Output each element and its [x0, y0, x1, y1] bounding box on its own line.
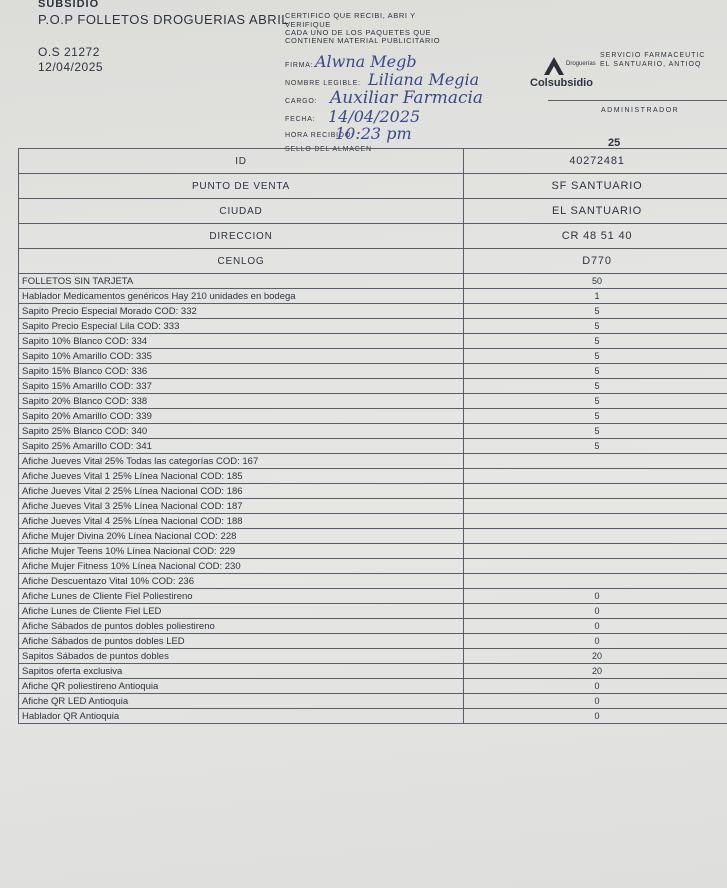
table-row [19, 604, 727, 619]
table-row [19, 454, 727, 469]
item-label: Hablador Medicamentos genéricos Hay 210 unidades en bodega [19, 289, 464, 304]
item-quantity: 1 [464, 289, 727, 304]
item-label: Afiche Mujer Divina 20% Línea Nacional COD: 228 [19, 529, 464, 544]
table-header-row [19, 224, 727, 249]
item-quantity: 5 [464, 394, 727, 409]
item-quantity [464, 514, 727, 529]
item-quantity: 5 [464, 439, 727, 454]
item-label: Sapitos Sábados de puntos dobles [19, 649, 464, 664]
item-quantity [464, 469, 727, 484]
item-quantity: 5 [464, 424, 727, 439]
item-quantity [464, 499, 727, 514]
item-quantity [464, 559, 727, 574]
signature-value: Alwna Megb [315, 52, 417, 71]
item-quantity: 0 [464, 604, 727, 619]
item-label: Afiche Mujer Teens 10% Línea Nacional COD: 229 [19, 544, 464, 559]
table-row [19, 319, 727, 334]
item-quantity: 0 [464, 709, 727, 724]
item-label: Sapito 25% Amarillo COD: 341 [19, 439, 464, 454]
item-quantity [464, 574, 727, 589]
table-row [19, 469, 727, 484]
position-label: CARGO: [285, 98, 318, 105]
item-label: Afiche Jueves Vital 3 25% Línea Nacional COD: 187 [19, 499, 464, 514]
logo-brand-text: Colsubsidio [530, 77, 593, 89]
table-row [19, 649, 727, 664]
table-row [19, 634, 727, 649]
item-quantity: 5 [464, 334, 727, 349]
table-row [19, 349, 727, 364]
item-quantity: 0 [464, 679, 727, 694]
stamp-service-line-1: SERVICIO FARMACEUTIC [600, 52, 706, 59]
item-label: Sapito Precio Especial Morado COD: 332 [19, 304, 464, 319]
colsubsidio-logo-icon [542, 55, 566, 77]
name-label: NOMBRE LEGIBLE: [285, 80, 361, 87]
table-row [19, 364, 727, 379]
table-row [19, 619, 727, 634]
table-row [19, 379, 727, 394]
certification-line-3: CADA UNO DE LOS PAQUETES QUE [285, 28, 432, 37]
item-label: Sapito 15% Amarillo COD: 337 [19, 379, 464, 394]
table-header-value: EL SANTUARIO [464, 199, 727, 224]
logo-sub-text: Droguerías [566, 61, 596, 67]
document-date: 12/04/2025 [38, 60, 104, 74]
table-row [19, 679, 727, 694]
item-label: Sapito 20% Blanco COD: 338 [19, 394, 464, 409]
item-quantity: 0 [464, 634, 727, 649]
name-value: Liliana Megia [368, 70, 480, 89]
table-row [19, 499, 727, 514]
table-row [19, 289, 727, 304]
table-header-row [19, 249, 727, 274]
colsubsidio-logo [530, 53, 610, 93]
position-value: Auxiliar Farmacia [330, 88, 484, 108]
table-row [19, 394, 727, 409]
item-quantity: 20 [464, 664, 727, 679]
time-value: 10:23 pm [335, 124, 412, 143]
table-row [19, 514, 727, 529]
table-header-row [19, 174, 727, 199]
table-row [19, 424, 727, 439]
item-label: Afiche Descuentazo Vital 10% COD: 236 [19, 574, 464, 589]
stamp-number: 25 [608, 137, 621, 149]
item-label: Afiche Lunes de Cliente Fiel LED [19, 604, 464, 619]
table-row [19, 529, 727, 544]
item-label: Sapito 20% Amarillo COD: 339 [19, 409, 464, 424]
item-quantity: 5 [464, 364, 727, 379]
item-label: FOLLETOS SIN TARJETA [19, 274, 464, 289]
item-quantity [464, 529, 727, 544]
table-row [19, 709, 727, 724]
date-value: 14/04/2025 [328, 107, 421, 126]
signature-label: FIRMA: [285, 62, 314, 69]
item-quantity: 0 [464, 694, 727, 709]
item-quantity [464, 484, 727, 499]
item-label: Sapito 15% Blanco COD: 336 [19, 364, 464, 379]
table-header-label: CENLOG [19, 249, 464, 274]
table-row [19, 334, 727, 349]
table-header-label: PUNTO DE VENTA [19, 174, 464, 199]
item-label: Sapito 25% Blanco COD: 340 [19, 424, 464, 439]
table-header-value: D770 [464, 249, 727, 274]
table-header-row [19, 199, 727, 224]
item-label: Afiche QR LED Antioquia [19, 694, 464, 709]
warehouse-seal-label: SELLO DEL ALMACEN [285, 146, 372, 153]
item-label: Afiche Jueves Vital 1 25% Línea Nacional COD: 185 [19, 469, 464, 484]
stamp-admin-label: ADMINISTRADOR [601, 107, 680, 114]
item-label: Afiche Mujer Fitness 10% Línea Nacional COD: 230 [19, 559, 464, 574]
table-header-value: 40272481 [464, 149, 727, 174]
item-quantity: 20 [464, 649, 727, 664]
table-header-label: DIRECCION [19, 224, 464, 249]
item-label: Afiche Lunes de Cliente Fiel Poliestireno [19, 589, 464, 604]
item-quantity: 0 [464, 589, 727, 604]
table-row [19, 589, 727, 604]
table-header-row [19, 149, 727, 174]
item-quantity [464, 544, 727, 559]
document-title: P.O.P FOLLETOS DROGUERIAS ABRIL [38, 12, 290, 27]
item-quantity: 5 [464, 409, 727, 424]
item-quantity: 50 [464, 274, 727, 289]
item-label: Hablador QR Antioquia [19, 709, 464, 724]
item-label: Afiche Sábados de puntos dobles LED [19, 634, 464, 649]
table-row [19, 304, 727, 319]
delivery-table [18, 148, 727, 724]
certification-line-4: CONTIENEN MATERIAL PUBLICITARIO [285, 36, 441, 45]
table-header-value: CR 48 51 40 [464, 224, 727, 249]
item-label: Afiche Sábados de puntos dobles poliestireno [19, 619, 464, 634]
item-label: Sapito 10% Amarillo COD: 335 [19, 349, 464, 364]
item-label: Afiche Jueves Vital 2 25% Línea Nacional COD: 186 [19, 484, 464, 499]
item-label: Sapitos oferta exclusiva [19, 664, 464, 679]
table-row [19, 694, 727, 709]
item-quantity: 5 [464, 304, 727, 319]
table-row [19, 574, 727, 589]
item-label: Sapito Precio Especial Lila COD: 333 [19, 319, 464, 334]
table-row [19, 439, 727, 454]
header-top-line: SUBSIDIO [38, 0, 100, 10]
table-header-label: CIUDAD [19, 199, 464, 224]
stamp-service-line-2: EL SANTUARIO, ANTIOQ [600, 61, 702, 68]
table-row [19, 559, 727, 574]
item-quantity: 5 [464, 379, 727, 394]
table-header-value: SF SANTUARIO [464, 174, 727, 199]
item-label: Afiche QR poliestireno Antioquia [19, 679, 464, 694]
stamp-divider [548, 100, 727, 101]
item-quantity [464, 454, 727, 469]
item-label: Afiche Jueves Vital 4 25% Línea Nacional COD: 188 [19, 514, 464, 529]
order-number: O.S 21272 [38, 45, 100, 59]
table-header-label: ID [19, 149, 464, 174]
item-quantity: 5 [464, 349, 727, 364]
item-label: Afiche Jueves Vital 25% Todas las categorías COD: 167 [19, 454, 464, 469]
table-row [19, 664, 727, 679]
table-row [19, 409, 727, 424]
certification-line-2: VERIFIQUE [285, 20, 331, 29]
item-quantity: 0 [464, 619, 727, 634]
certification-line-1: CERTIFICO QUE RECIBI, ABRI Y [285, 11, 416, 20]
table-row [19, 484, 727, 499]
item-quantity: 5 [464, 319, 727, 334]
date-label: FECHA: [285, 116, 316, 123]
table-row [19, 274, 727, 289]
table-row [19, 544, 727, 559]
time-label: HORA RECIBIDO: [285, 132, 354, 139]
item-label: Sapito 10% Blanco COD: 334 [19, 334, 464, 349]
